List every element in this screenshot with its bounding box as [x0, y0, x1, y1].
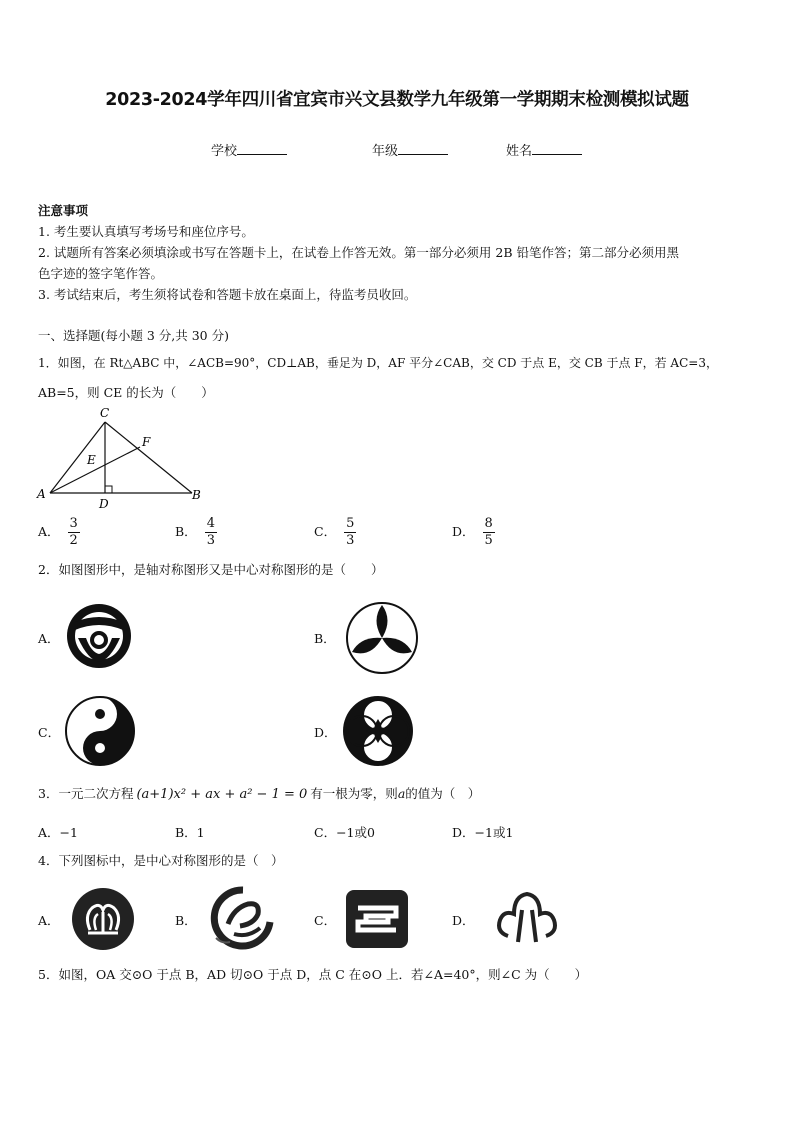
- notice-item-1: 1. 考生要认真填写考场号和座位序号。: [38, 224, 254, 239]
- q3-equation: (a+1)x² + ax + a² − 1 = 0: [136, 787, 308, 802]
- q1-option-d[interactable]: D． $\frac{8}{5}$: [452, 516, 493, 548]
- q4-option-a-icon: [70, 886, 136, 952]
- notice-item-3: 3. 考试结束后，考生须将试卷和答题卡放在桌面上，待监考员收回。: [38, 287, 417, 302]
- q3-option-d[interactable]: D．−1或1: [452, 825, 514, 840]
- name-field: [506, 140, 582, 159]
- q2-option-a-label[interactable]: A．: [38, 631, 60, 646]
- notice-item-2: 2. 试题所有答案必须填涂或书写在答题卡上，在试卷上作答无效。第一部分必须用 2B 铅笔作答；第二部分必须用黑: [38, 245, 679, 260]
- q4-option-c-icon: [344, 888, 410, 950]
- q4-option-c-label[interactable]: C．: [314, 913, 337, 928]
- notice-item-2-cont: 色字迹的签字笔作答。: [38, 266, 164, 281]
- q1-option-a[interactable]: A． $\frac{3}{2}$: [38, 516, 78, 548]
- label-C: C: [100, 406, 110, 420]
- q5-stem: 5．如图，OA 交⊙O 于点 B，AD 切⊙O 于点 D，点 C 在⊙O 上．若∠A=40°，则∠C 为（ ）: [38, 967, 588, 982]
- notice-heading: 注意事项: [38, 203, 89, 218]
- q1-triangle-figure: [34, 404, 210, 512]
- name-label: 姓名: [506, 144, 533, 159]
- label-A: A: [37, 487, 46, 501]
- school-label: 学校: [211, 144, 238, 159]
- q1-stem-line2: AB=5，则 CE 的长为（ ）: [38, 385, 214, 400]
- q4-option-d-label[interactable]: D．: [452, 913, 475, 928]
- section-heading: 一、选择题(每小题 3 分,共 30 分): [38, 328, 229, 343]
- label-D: D: [99, 497, 109, 511]
- label-F: F: [142, 435, 151, 449]
- label-E: E: [87, 453, 96, 467]
- q1-option-b[interactable]: B． $\frac{4}{3}$: [175, 516, 215, 548]
- q2-option-c-label[interactable]: C．: [38, 725, 61, 740]
- q3-stem: 3．一元二次方程 (a+1)x² + ax + a² − 1 = 0 有一根为零，则a的值为（ ）: [38, 786, 481, 802]
- school-blank[interactable]: [237, 141, 287, 155]
- label-B: B: [192, 488, 201, 502]
- q2-option-a-icon: [62, 600, 136, 672]
- q2-option-d-icon: [340, 694, 416, 768]
- q1-stem-line1: 1．如图，在 Rt△ABC 中，∠ACB=90°，CD⊥AB，垂足为 D，AF 平分∠CAB，交 CD 于点 E，交 CB 于点 F，若 AC=3，: [38, 356, 718, 370]
- q3-option-c[interactable]: C．−1或0: [314, 825, 375, 840]
- q4-option-b-label[interactable]: B．: [175, 913, 197, 928]
- school-field: [211, 140, 287, 159]
- q2-option-d-label[interactable]: D．: [314, 725, 337, 740]
- grade-field: [372, 140, 448, 159]
- q4-option-a-label[interactable]: A．: [38, 913, 60, 928]
- q4-option-b-icon: [208, 884, 278, 952]
- name-blank[interactable]: [532, 141, 582, 155]
- q2-stem: 2．如图图形中，是轴对称图形又是中心对称图形的是（ ）: [38, 562, 384, 577]
- page-title: 2023-2024学年四川省宜宾市兴文县数学九年级第一学期期末检测模拟试题: [105, 90, 689, 110]
- q4-stem: 4．下列图标中，是中心对称图形的是（ ）: [38, 853, 284, 868]
- grade-blank[interactable]: [398, 141, 448, 155]
- q3-option-b[interactable]: B．1: [175, 825, 205, 840]
- q4-option-d-icon: [494, 888, 560, 946]
- grade-label: 年级: [372, 144, 399, 159]
- q2-option-b-label[interactable]: B．: [314, 631, 336, 646]
- q1-option-c[interactable]: C． $\frac{5}{3}$: [314, 516, 355, 548]
- q2-option-c-icon: [64, 694, 136, 768]
- q3-option-a[interactable]: A．−1: [38, 825, 78, 840]
- q2-option-b-icon: [343, 600, 421, 676]
